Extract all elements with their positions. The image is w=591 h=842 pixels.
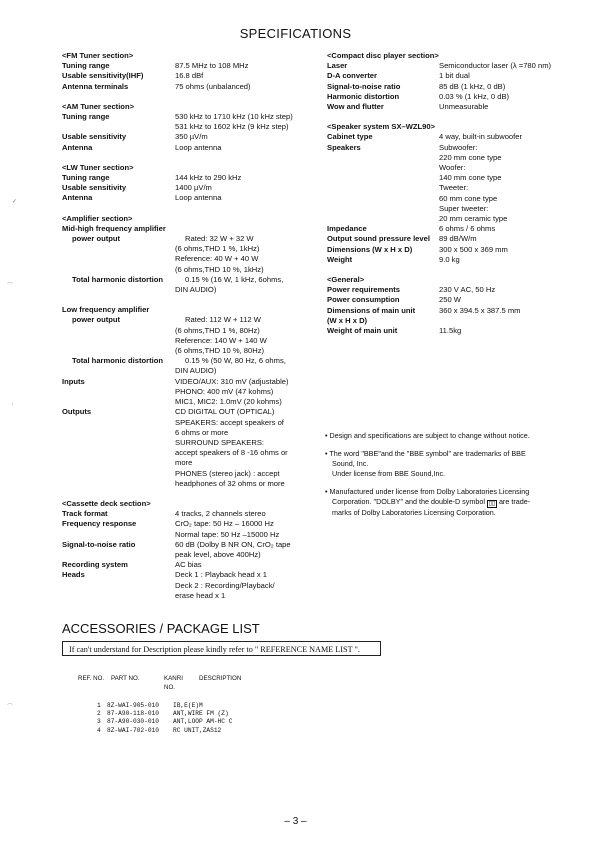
spec-value: (6 ohms,THD 10 %, 80Hz) (175, 346, 265, 356)
spec-row (327, 183, 577, 193)
spec-value: Loop antenna (175, 142, 222, 152)
spec-row (62, 112, 302, 122)
ref-no-cell: 1 (97, 702, 101, 709)
spec-row (62, 214, 302, 224)
spec-value: Rated: 32 W + 32 W (185, 234, 254, 244)
margin-mark: , (12, 400, 14, 406)
spec-row (327, 316, 577, 326)
spec-value: 60 dB (Dolby B NR ON, CrO₂ tape (175, 539, 291, 549)
spec-label: Laser (327, 61, 348, 71)
spec-value: 0.03 % (1 kHz, 0 dB) (439, 91, 510, 101)
spec-row (62, 315, 302, 325)
spec-label (62, 254, 175, 264)
spec-row (62, 407, 302, 417)
ref-no-cell: 2 (97, 710, 101, 718)
spec-row (62, 305, 302, 315)
spec-value: 85 dB (1 kHz, 0 dB) (439, 81, 506, 91)
spec-row (327, 275, 577, 285)
ref-no-cell: 3 (97, 718, 101, 726)
spec-value: Deck 2 : Recording/Playback/ (175, 580, 275, 590)
spec-row (62, 61, 302, 71)
spec-label: power output (72, 234, 121, 244)
spec-value: DIN AUDIO) (175, 366, 217, 376)
accessories-title: ACCESSORIES / PACKAGE LIST (62, 621, 260, 636)
dolby-double-d-icon: ▯▯ (488, 501, 496, 507)
spec-label (62, 550, 175, 560)
spec-row (327, 326, 577, 336)
spec-value: peak level, above 400Hz) (175, 549, 261, 559)
spec-label: Total harmonic distortion (72, 356, 163, 366)
spec-value: 0.15 % (16 W, 1 kHz, 6ohms, (185, 274, 284, 284)
spec-value: more (175, 458, 193, 468)
table-row (97, 710, 273, 718)
spec-value: 6 ohms / 6 ohms (439, 224, 496, 234)
spec-label: Outputs (62, 407, 92, 417)
spec-row (62, 509, 302, 519)
spec-label: Heads (62, 570, 85, 580)
spec-row (62, 102, 302, 112)
spec-value: 87.5 MHz to 108 MHz (175, 61, 249, 71)
spec-value: 1400 µV/m (175, 183, 212, 193)
spec-label (62, 591, 175, 601)
spec-value: CD DIGITAL OUT (OPTICAL) (175, 407, 275, 417)
spec-row (62, 387, 302, 397)
spec-value: 89 dB/W/m (439, 234, 477, 244)
spec-label: D-A converter (327, 71, 377, 81)
spec-label: <Compact disc player section> (327, 51, 439, 60)
part-no-cell: 87-A90-030-010 (107, 718, 159, 726)
spec-value: 0.15 % (50 W, 80 Hz, 6 ohms, (185, 356, 286, 366)
spec-label: Total harmonic distortion (72, 274, 163, 284)
col-header-ref: REF. NO. (78, 675, 105, 682)
spec-label: power output (72, 315, 121, 325)
spec-value: headphones of 32 ohms or more (175, 478, 285, 488)
spec-label (327, 163, 439, 173)
spec-label (327, 183, 439, 193)
spec-value: Semiconductor laser (λ =780 nm) (439, 61, 552, 71)
spec-row (327, 51, 577, 61)
spec-label: Track format (62, 509, 108, 519)
spec-row (62, 397, 302, 407)
description-cell: IB,E(E)M (173, 702, 203, 709)
spec-label (62, 530, 175, 540)
spec-row (62, 560, 302, 570)
spec-value: 531 kHz to 1602 kHz (9 kHz step) (175, 122, 289, 132)
spec-label (62, 438, 175, 448)
note-bbe: • The word "BBE"and the "BBE symbol" are trademarks of BBE Sound, Inc. Under license from BBE Sound,Inc. (325, 449, 526, 478)
spec-row (62, 346, 302, 356)
spec-label (62, 366, 175, 376)
spec-value: 300 x 500 x 369 mm (439, 244, 508, 254)
spec-label (62, 469, 175, 479)
spec-row (62, 193, 302, 203)
spec-label (62, 428, 175, 438)
spec-value: Rated: 112 W + 112 W (185, 315, 261, 325)
spec-row (62, 295, 302, 305)
spec-value: Unmeasurable (439, 102, 489, 112)
table-row (97, 727, 273, 735)
spec-row (62, 132, 302, 142)
spec-label (327, 204, 439, 214)
spec-value: 11.5kg (439, 326, 462, 336)
table-row (97, 718, 273, 726)
spec-row (62, 336, 302, 346)
page-number: – 3 – (284, 816, 307, 827)
part-no-cell: 8Z-WAI-905-010 (107, 702, 159, 709)
spec-row (327, 285, 577, 295)
table-row (97, 702, 273, 710)
spec-row (62, 377, 302, 387)
spec-row (327, 61, 577, 71)
spec-label: Usable sensitivity (62, 183, 127, 193)
spec-row (62, 570, 302, 580)
spec-label: <Cassette deck section> (62, 498, 151, 508)
spec-value: SURROUND SPEAKERS: (175, 437, 265, 447)
spec-row (327, 245, 577, 255)
reference-notice: If can't understand for Description please kindly refer to " REFERENCE NAME LIST ". (62, 641, 381, 656)
spec-label (327, 214, 439, 224)
spec-row (327, 102, 577, 112)
spec-row (327, 153, 577, 163)
spec-label: <LW Tuner section> (62, 162, 134, 172)
spec-label: <FM Tuner section> (62, 51, 134, 60)
spec-value: VIDEO/AUX: 310 mV (adjustable) (175, 376, 289, 386)
spec-row (62, 285, 302, 295)
margin-mark: ⌒ (7, 705, 14, 711)
spec-row (62, 530, 302, 540)
spec-row (327, 82, 577, 92)
spec-label (327, 173, 439, 183)
spec-label: Power consumption (327, 295, 400, 305)
spec-label: Dimensions of main unit (327, 305, 416, 315)
spec-label: Tuning range (62, 112, 110, 122)
spec-label: Inputs (62, 376, 85, 386)
spec-label (62, 418, 175, 428)
spec-value: 16.8 dBf (175, 71, 204, 81)
col-header-kanri: KANRI (164, 675, 183, 682)
spec-row (62, 82, 302, 92)
spec-label: Recording system (62, 560, 128, 570)
spec-label: Power requirements (327, 285, 401, 295)
spec-row (62, 163, 302, 173)
margin-mark: ⌒ (7, 284, 14, 290)
spec-label (62, 387, 175, 397)
spec-row (62, 183, 302, 193)
description-cell: RC UNIT,ZAS12 (173, 726, 222, 734)
spec-label: (W x H x D) (327, 315, 368, 325)
spec-left-column (62, 51, 302, 611)
spec-row (327, 122, 577, 132)
note-design: • Design and specifications are subject to change without notice. (325, 431, 530, 440)
spec-label: <Amplifier section> (62, 213, 133, 223)
spec-row (62, 458, 302, 468)
spec-row (62, 254, 302, 264)
spec-label: Usable sensitivity(IHF) (62, 71, 144, 81)
spec-row (62, 275, 302, 285)
spec-value: AC bias (175, 560, 202, 570)
spec-value: CrO₂ tape: 50 Hz – 16000 Hz (175, 519, 274, 529)
spec-row (327, 163, 577, 173)
spec-value: 4 tracks, 2 channels stereo (175, 509, 266, 519)
spec-value: Woofer: (439, 163, 466, 173)
spec-row (62, 418, 302, 428)
part-no-cell: 87-A90-118-010 (107, 710, 159, 718)
spec-row (62, 479, 302, 489)
spec-row (62, 428, 302, 438)
spec-row (62, 366, 302, 376)
spec-value: 144 kHz to 290 kHz (175, 173, 242, 183)
spec-row (327, 173, 577, 183)
spec-label: Impedance (327, 224, 367, 234)
spec-row (62, 51, 302, 61)
spec-row (62, 122, 302, 132)
spec-value: 530 kHz to 1710 kHz (10 kHz step) (175, 112, 293, 122)
spec-label: Antenna terminals (62, 81, 129, 91)
notes-block (325, 431, 570, 526)
spec-value: 60 mm cone type (439, 193, 498, 203)
spec-value: 250 W (439, 295, 461, 305)
spec-row (62, 356, 302, 366)
spec-label (62, 285, 175, 295)
spec-value: 230 V AC, 50 Hz (439, 285, 496, 295)
description-cell: ANT,LOOP AM-HC C (173, 718, 233, 726)
spec-label: <General> (327, 275, 365, 285)
spec-row (327, 234, 577, 244)
page-title: SPECIFICATIONS (239, 26, 352, 41)
spec-label (62, 122, 175, 132)
spec-label: Dimensions (W x H x D) (327, 244, 413, 254)
spec-label: Harmonic distortion (327, 91, 400, 101)
spec-value: Tweeter: (439, 183, 469, 193)
spec-value: Normal tape: 50 Hz –15000 Hz (175, 529, 280, 539)
spec-row (327, 306, 577, 316)
spec-row (62, 581, 302, 591)
spec-row (62, 448, 302, 458)
spec-value: 20 mm ceramic type (439, 214, 508, 224)
spec-label (62, 295, 175, 305)
ref-no-cell: 4 (97, 726, 101, 734)
spec-value: Subwoofer: (439, 142, 478, 152)
spec-value: 9.0 kg (439, 254, 460, 264)
spec-row (62, 438, 302, 448)
spec-label: <Speaker system SX–WZL90> (327, 122, 436, 132)
spec-label: Weight of main unit (327, 326, 398, 336)
spec-row (62, 234, 302, 244)
note-dolby: • Manufactured under license from Dolby Laboratories Licensing Corporation. "DOLBY" and the double-D symbol ▯▯ are trade- marks of Dolby Laboratories Licensing Corporation. (325, 487, 531, 517)
part-no-cell: 8Z-WAI-702-010 (107, 726, 159, 734)
spec-label (62, 581, 175, 591)
spec-value: 140 mm cone type (439, 173, 502, 183)
spec-row (327, 132, 577, 142)
spec-value: accept speakers of 8 -16 ohms or (175, 448, 288, 458)
spec-row (327, 224, 577, 234)
spec-row (327, 143, 577, 153)
spec-row (327, 295, 577, 305)
spec-label (327, 194, 439, 204)
spec-label: Low frequency amplifier (62, 305, 150, 315)
spec-right-column (327, 51, 577, 346)
spec-row (327, 255, 577, 265)
spec-row (62, 591, 302, 601)
spec-value: 4 way, built-in subwoofer (439, 132, 523, 142)
spec-row (62, 173, 302, 183)
spec-label: Signal-to-noise ratio (62, 539, 136, 549)
spec-value: PHONO: 400 mV (47 kohms) (175, 386, 274, 396)
spec-value: Loop antenna (175, 193, 222, 203)
spec-value: 350 µV/m (175, 132, 208, 142)
spec-row (62, 540, 302, 550)
spec-label: Speakers (327, 142, 361, 152)
spec-row (62, 326, 302, 336)
spec-row (327, 204, 577, 214)
spec-row (327, 92, 577, 102)
spec-label: Antenna (62, 193, 93, 203)
spec-label (62, 265, 175, 275)
spec-label: Cabinet type (327, 132, 373, 142)
spec-row (327, 194, 577, 204)
spec-row (62, 244, 302, 254)
spec-label (327, 153, 439, 163)
spec-value: (6 ohms,THD 1 %, 1kHz) (175, 244, 260, 254)
spec-value: Deck 1 : Playback head x 1 (175, 570, 268, 580)
spec-value: erase head x 1 (175, 590, 226, 600)
spec-value: Super tweeter: (439, 203, 489, 213)
spec-value: MIC1, MIC2: 1.0mV (20 kohms) (175, 397, 282, 407)
spec-label: Frequency response (62, 519, 137, 529)
spec-row (62, 499, 302, 509)
spec-label: Tuning range (62, 173, 110, 183)
spec-label: Usable sensitivity (62, 132, 127, 142)
spec-label: Weight (327, 254, 353, 264)
spec-value: Reference: 40 W + 40 W (175, 254, 259, 264)
spec-label: Antenna (62, 142, 93, 152)
spec-row (327, 214, 577, 224)
margin-mark: ✓ (12, 199, 18, 205)
spec-value: SPEAKERS: accept speakers of (175, 417, 284, 427)
spec-label: <AM Tuner section> (62, 101, 135, 111)
spec-label: Output sound pressure level (327, 234, 430, 244)
spec-label: Tuning range (62, 61, 110, 71)
spec-label (62, 336, 175, 346)
spec-label (62, 326, 175, 336)
spec-value: 360 x 394.5 x 387.5 mm (439, 305, 521, 315)
spec-value: PHONES (stereo jack) : accept (175, 468, 280, 478)
spec-row (62, 265, 302, 275)
description-cell: ANT,WIRE FM (Z) (173, 710, 229, 718)
spec-value: 220 mm cone type (439, 152, 502, 162)
spec-row (327, 71, 577, 81)
col-header-part: PART NO. (111, 675, 140, 682)
spec-row (62, 143, 302, 153)
spec-label: Signal-to-noise ratio (327, 81, 401, 91)
spec-label: Mid-high frequency amplifier (62, 223, 166, 233)
spec-value: Reference: 140 W + 140 W (175, 335, 267, 345)
spec-row (62, 550, 302, 560)
spec-label (62, 448, 175, 458)
spec-label (62, 479, 175, 489)
spec-label (62, 397, 175, 407)
spec-value: 1 bit dual (439, 71, 470, 81)
spec-value: 6 ohms or more (175, 427, 229, 437)
spec-label (62, 458, 175, 468)
spec-value: 75 ohms (unbalanced) (175, 81, 251, 91)
spec-row (62, 519, 302, 529)
spec-row (62, 71, 302, 81)
spec-value: (6 ohms,THD 1 %, 80Hz) (175, 325, 260, 335)
spec-label (62, 346, 175, 356)
spec-label (62, 244, 175, 254)
spec-label: Wow and flutter (327, 102, 384, 112)
col-header-description: DESCRIPTION (199, 675, 242, 682)
spec-row (62, 469, 302, 479)
spec-value: (6 ohms,THD 10 %, 1kHz) (175, 264, 264, 274)
col-header-kanri-no: NO. (164, 684, 176, 691)
spec-row (62, 224, 302, 234)
spec-value: DIN AUDIO) (175, 285, 217, 295)
